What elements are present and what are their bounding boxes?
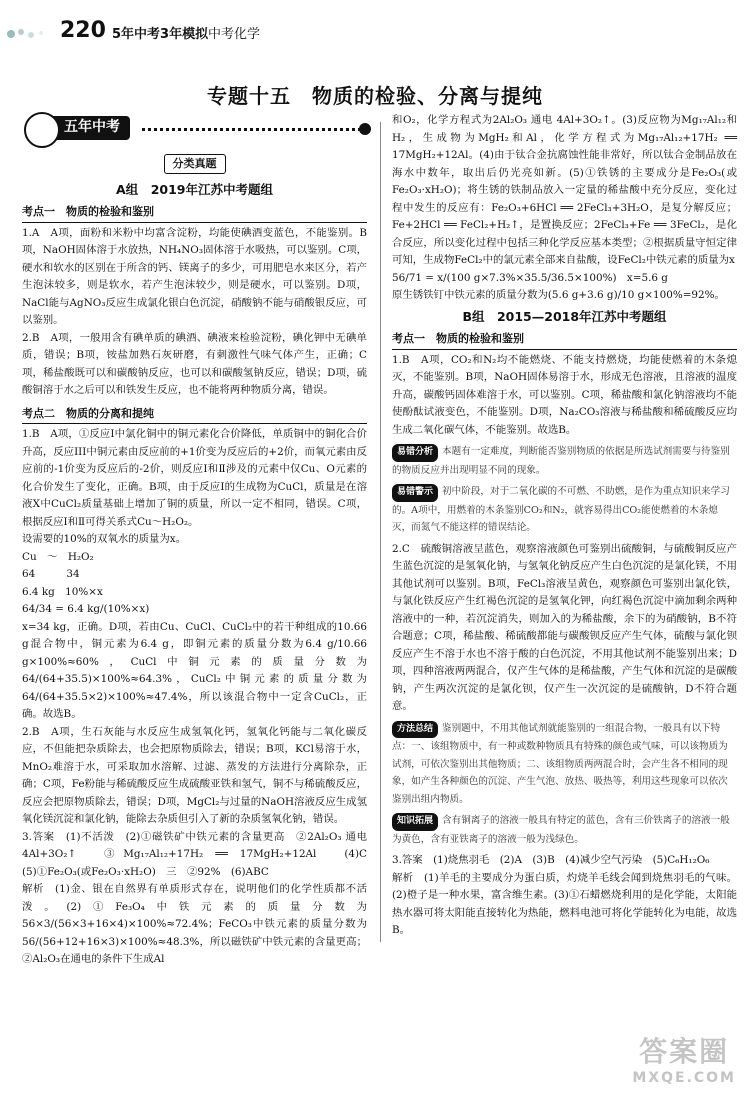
chapter-title: 专题十五 物质的检验、分离与提纯 <box>207 84 543 108</box>
tip-box <box>392 720 737 809</box>
answer-paragraph: 3.答案 (1)不活泼 (2)①磁铁矿中铁元素的含量更高 ②2Al₂O₃ 通电 4Al+3O₂↑ ③Mg₁₇Al₁₂+17H₂ ══ 17MgH₂+12Al (4)C (5)①Fe₂O₃(或Fe₂O₃·xH₂O) 三 ②92% (6)ABC <box>22 830 378 878</box>
answer-paragraph: 2.B A项，一般用含有碘单质的碘酒、碘液来检验淀粉，碘化钾中无碘单质，错误；B项，铵盐加熟石灰研磨，有刺激性气味气体产生，正确；C项，稀盐酸既可以和碳酸钠反应，也可以和碳酸氢钠反应，错误；D项，硫酸铜溶于水之后可以和铁发生反应，也不能将两种物质分离，错误。 <box>22 331 367 396</box>
tip-label: 知识拓展 <box>392 813 438 831</box>
book-series: 5年中考3年模拟 <box>112 27 209 42</box>
tip-label: 方法总结 <box>392 721 438 739</box>
answer-paragraph: 2.B A项，生石灰能与水反应生成氢氧化钙，氢氧化钙能与二氧化碳反应，不但能把杂质除去，也会把原物质除去，错误；B项，KCl易溶于水，MnO₂难溶于水，可采取加水溶解、过滤、蒸发的方法进行分离除杂，正确；C项，Fe粉能与稀硫酸反应生成硫酸亚铁和氢气，铜不与稀硫酸反应，反应会把原物质除去，错误；D项，MgCl₂与过量的NaOH溶液反应生成氢氧化镁沉淀和氯化钠，能除去杂质但引入了新的杂质氢氧化钠，错误。 <box>22 725 367 825</box>
tip-box <box>392 812 737 848</box>
right-column <box>392 112 737 940</box>
calc-line: 64 34 <box>22 568 80 580</box>
analysis-paragraph: 解析 (1)金、银在自然界有单质形式存在，说明他们的化学性质都不活泼。(2)①Fe₃O₄中铁元素的质量分数为56×3/(56×3+16×4)×100%≈72.4%；FeCO₃中铁元素的质量分数为56/(56+12+16×3)×100%≈48.3%，所以磁铁矿中铁元素的含量更高；②Al₂O₃在通电的条件下生成Al <box>22 883 367 965</box>
watermark-url: MXQE.COM <box>632 1070 736 1086</box>
topic-heading: 考点一 物质的检验和鉴别 <box>22 203 367 223</box>
tip-box <box>392 483 737 537</box>
calc-line: 56/71 = x/(100 g×7.3%×35.5/36.5×100%) x=5.6 g <box>392 271 668 284</box>
answer-paragraph: x=34 kg，正确。D项，若由Cu、CuCl、CuCl₂中的若干种组成的10.66 g混合物中，铜元素为6.4 g，即铜元素的质量分数为6.4 g/10.66 g×100%≈60%，CuCl中铜元素的质量分数为64/(64+35.5)×100%≈64.3%，CuCl₂中铜元素的质量分数为64/(64+35.5×2)×100%≈47.4%，所以该混合物中一定含CuCl₂，正确。故选B。 <box>22 620 367 720</box>
left-column <box>22 116 378 969</box>
tip-text: 本题有一定难度，判断能否鉴别物质的依据是所选试剂需要与待鉴别的物质反应并出现明显不同的现象。 <box>392 446 730 476</box>
tip-label: 易错警示 <box>392 484 438 502</box>
topic-heading: 考点二 物质的分离和提纯 <box>22 405 367 425</box>
analysis-paragraph: 解析 (1)羊毛的主要成分为蛋白质，灼烧羊毛线会闻到烧焦羽毛的气味。(2)橙子是一种水果，富含维生素。(3)①石蜡燃烧利用的是化学能，太阳能热水器可将太阳能直接转化为热能，燃料电池可将化学能转化为电能，故选B。 <box>392 871 737 936</box>
watermark-logo: 答案圈 <box>639 1035 730 1068</box>
answer-paragraph: 2.C 硫酸铜溶液呈蓝色，观察溶液颜色可鉴别出硫酸铜，与硫酸铜反应产生蓝色沉淀的是氢氧化钠，与氢氧化钠反应产生白色沉淀的是氯化镁，不用其他试剂可以鉴别。B项，FeCl₃溶液呈黄色，观察颜色可鉴别出氯化铁，与氯化铁反应产生红褐色沉淀的是氢氧化钾，向红褐色沉淀中滴加剩余两种溶液中的一种，若沉淀消失，则加入的为稀盐酸，余下的为硝酸钠，B不符合题意；C项，稀盐酸、稀硫酸都能与碳酸钡反应产生气体，硫酸与氯化钡反应产生不溶于水也不溶于酸的白色沉淀，不用其他试剂不能鉴别出来；D项，四种溶液两两混合，仅产生气体的是稀盐酸，产生气体和沉淀的是碳酸钠，产生两次沉淀的是氯化钡，仅产生一次沉淀的是硫酸钠，D不符合题意。 <box>392 542 737 712</box>
answer-paragraph: 1.B A项，①反应Ⅰ中氯化铜中的铜元素化合价降低，单质铜中的铜化合价升高，反应III中铜元素由反应前的+1价变为反应后的+2价，而氧元素由反应前的-1价变为反应后的-2价，则反应Ⅰ和Ⅱ涉及的元素中仅Cu、O元素的化合价发生了变化，正确。B项，由于反应Ⅰ的生成物为CuCl，质量是在溶液X中CuCl₂质量基础上增加了铜的质量，所以一定不相同，错误。C项，根据反应Ⅰ和Ⅱ可得关系式Cu～H₂O₂。 <box>22 428 367 528</box>
tip-text: 鉴别题中，不用其他试剂就能鉴别的一组混合物，一般具有以下特点：一、该组物质中，有一种或数种物质具有特殊的颜色或气味，可以该物质为试剂，可依次鉴别出其他物质；二、该组物质两两混合时，会产生各不相同的现象，如产生各种颜色的沉淀、产生气泡、放热、吸热等，利用这些现象可以依次鉴别出组内物质。 <box>392 722 728 805</box>
tip-text: 初中阶段，对于二氧化碳的不可燃、不助燃，是作为重点知识来学习的。A项中，用燃着的木条鉴别CO₂和N₂，就容易得出CO₂能使燃着的木条熄灭，而氮气不能这样的错误结论。 <box>392 486 730 533</box>
calc-line: 设需要的10%的双氧水的质量为x。 <box>22 533 187 545</box>
page-header <box>0 14 750 54</box>
banner-label: 五年中考 <box>42 116 130 140</box>
header-decoration-icon <box>5 24 55 44</box>
tip-label: 易错分析 <box>392 444 438 462</box>
bullet-icon <box>359 123 371 135</box>
analysis-paragraph: 和O₂，化学方程式为2Al₂O₃ 通电 4Al+3O₂↑。(3)反应物为Mg₁₇Al₁₂和H₂，生成物为MgH₂和Al，化学方程式为Mg₁₇Al₁₂+17H₂ ══ 17MgH₂+12Al。(4)由于钛合金抗腐蚀性能非常好，所以钛合金制品放在海水中数年，取出后仍光亮如新。(5)①铁锈的主要成分是Fe₂O₃(或Fe₂O₃·xH₂O)；将生锈的铁制品放入一定量的稀盐酸中充分反应，变化过程中发生的反应有：Fe₂O₃+6HCl ══ 2FeCl₃+3H₂O，是复分解反应；Fe+2HCl ══ FeCl₂+H₂↑，是置换反应；2FeCl₃+Fe ══ 3FeCl₂，是化合反应，所以变化过程中包括三种化学反应基本类型；②根据质量守恒定律可知，生成物FeCl₂中的氯元素全部来自盐酸，设FeCl₂中铁元素的质量为x <box>392 114 737 266</box>
answer-paragraph: 1.B A项，CO₂和N₂均不能燃烧、不能支持燃烧，均能使燃着的木条熄灭，不能鉴别。B项，NaOH固体易溶于水，形成无色溶液，且溶液的温度升高，碳酸钙固体难溶于水，可以鉴别。C项，稀盐酸和氯化钠溶液均不能使酚酞试液变色，不能鉴别。D项，Na₂CO₃溶液与稀盐酸和稀硫酸反应均生成二氧化碳气体，不能鉴别。故选B。 <box>392 353 737 436</box>
calc-line: 原生锈铁钉中铁元素的质量分数为(5.6 g+3.6 g)/10 g×100%=92%。 <box>392 289 725 301</box>
group-heading: B组 2015—2018年江苏中考题组 <box>462 308 667 324</box>
calc-line: 64/34 = 6.4 kg/(10%×x) <box>22 603 150 615</box>
group-heading: A组 2019年江苏中考题组 <box>116 181 273 197</box>
tip-box <box>392 443 737 479</box>
watermark <box>632 1030 736 1086</box>
column-divider <box>380 122 381 942</box>
topic-heading: 考点一 物质的检验和鉴别 <box>392 330 737 350</box>
tip-text: 含有铜离子的溶液一般具有特定的蓝色，含有三价铁离子的溶液一般为黄色，含有亚铁离子的溶液一般为浅绿色。 <box>392 815 730 845</box>
calc-line: Cu ～ H₂O₂ <box>22 550 94 563</box>
calc-line: 6.4 kg 10%×x <box>22 585 103 598</box>
book-subject: 中考化学 <box>208 27 261 42</box>
page-number: 220 <box>60 18 106 43</box>
category-badge: 分类真题 <box>164 154 226 174</box>
section-banner <box>22 116 367 142</box>
answer-paragraph: 3.答案 (1)烧焦羽毛 (2)A (3)B (4)减少空气污染 (5)C₆H₁₂O₆ <box>392 854 710 866</box>
answer-paragraph: 1.A A项，面粉和米粉中均富含淀粉，均能使碘酒变蓝色，不能鉴别。B项，NaOH固体溶于水放热，NH₄NO₃固体溶于水吸热，可以鉴别。C项，硬水和软水的区别在于所含的钙、镁离子的多少，可用肥皂水来区分，若产生泡沫较多，则是软水，若产生泡沫较少，则是硬水，可以鉴别。D项，NaCl能与AgNO₃反应生成氯化银白色沉淀，硝酸钠不能与硝酸银反应，可以鉴别。 <box>22 226 367 326</box>
